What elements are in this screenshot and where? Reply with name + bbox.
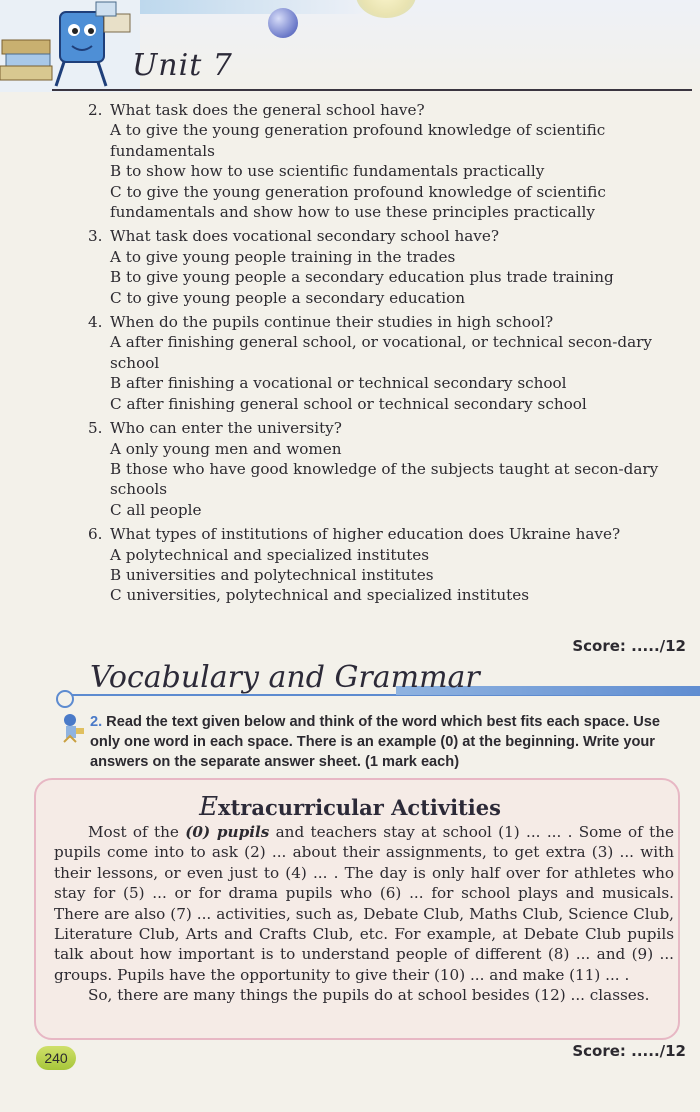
question-number: 3. [88,227,103,246]
option-c: C universities, polytechnical and specialized institutes [110,586,530,605]
header-swoosh [120,0,370,14]
score-grammar: Score: ...../12 [572,1042,686,1060]
unit-title: Unit 7 [132,48,233,83]
question-stem: What task does vocational secondary school have? [110,227,500,246]
question-4 [88,312,692,414]
reading-title [0,792,700,822]
decor-ball [268,8,298,38]
option-a: A to give the young generation profound knowledge of scientific fundamentals [110,121,606,160]
option-a: A after finishing general school, or vocational, or technical secon-dary school [110,333,652,372]
paragraph-text: Most of the [88,823,186,841]
option-a: A only young men and women [110,439,342,458]
reading-title-rest: xtracurricular Activities [218,795,501,820]
question-list [88,100,692,610]
task-instruction [90,712,686,772]
question-3 [88,226,692,308]
option-b: B to show how to use scientific fundamentals practically [110,162,545,181]
task-text: Read the text given below and think of the word which best fits each space. Use only one word in each space. There is an example (0) at the beginning. Write your answers on the separate answer sheet. (1 mark each) [90,714,661,770]
option-c: C after finishing general school or technical secondary school [110,394,587,413]
paragraph-text: and teachers stay at school (1) ... ... . Some of the pupils come into to ask (2) ... about their assignments, to get extra (3) ... with their lessons, or even just to (4) ... . The day is only half over for athletes who stay for (5) ... or for drama pupils who (6) ... for school plays and musicals. There are also (7) ... activities, such as, Debate Club, Maths Club, Science Club, Literature Club, Arts and Crafts Club, etc. For example, at Debate Club pupils talk about how important is to understand people of different (8) ... and (9) ... groups. Pupils have the opportunity to give their (10) ... and make (11) ... . [54,823,674,984]
header-rule [52,89,692,91]
question-2 [88,100,692,222]
task-number: 2. [90,714,103,730]
reading-paragraph: So, there are many things the pupils do at school besides (12) ... classes. [88,986,650,1005]
reading-figure-icon [60,712,86,746]
book-mascot-icon [0,0,140,92]
question-6 [88,524,692,606]
question-stem: What task does the general school have? [110,101,425,119]
question-stem: Who can enter the university? [110,419,342,438]
question-number: 6. [88,525,103,544]
section-header [56,660,666,706]
option-c: C all people [110,500,202,519]
option-b: B those who have good knowledge of the subjects taught at secon-dary schools [110,459,659,499]
option-a: A polytechnical and specialized institutes [110,545,430,564]
option-b: B universities and polytechnical institutes [110,565,434,584]
question-number: 2. [88,101,103,119]
option-b: B after finishing a vocational or technical secondary school [110,374,567,393]
circle-bullet-icon [56,690,74,708]
reading-paragraph [54,822,674,985]
question-number: 4. [88,313,103,332]
section-title: Vocabulary and Grammar [90,660,480,695]
question-5 [88,418,692,520]
question-stem: When do the pupils continue their studies in high school? [110,313,554,332]
option-c: C to give the young generation profound knowledge of scientific fundamentals and show how to use these principles practically [110,182,606,222]
page-number: 240 [36,1046,76,1070]
question-number: 5. [88,419,103,438]
option-c: C to give young people a secondary education [110,288,466,307]
example-answer: (0) pupils [185,823,270,841]
option-b: B to give young people a secondary education plus trade training [110,268,614,287]
reading-title-initial: E [199,792,219,822]
score-reading: Score: ...../12 [572,637,686,655]
option-a: A to give young people training in the trades [110,247,456,266]
question-stem: What types of institutions of higher education does Ukraine have? [110,525,621,544]
reading-text [54,822,674,1006]
